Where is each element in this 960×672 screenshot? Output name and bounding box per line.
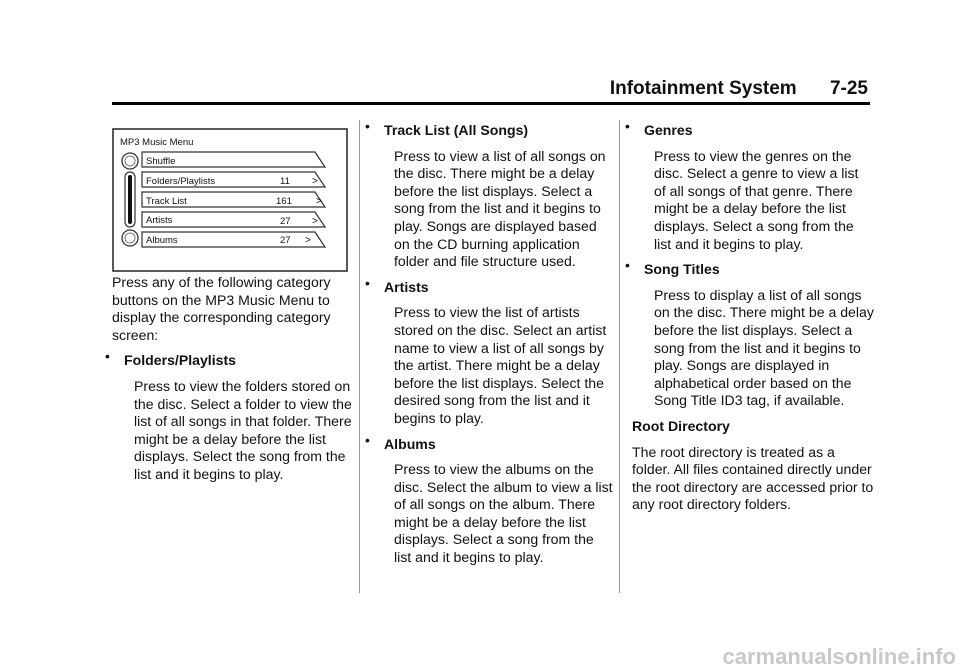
bullet-icon: • <box>625 257 630 274</box>
column-divider <box>359 120 360 593</box>
column-2 <box>365 118 614 575</box>
item-title: Track List (All Songs) <box>384 122 529 138</box>
row-count: 11 <box>280 176 290 187</box>
mp3-menu-figure <box>112 128 348 272</box>
bullet-icon: • <box>625 118 630 134</box>
bullet-icon: • <box>365 274 370 291</box>
column-3 <box>625 118 874 522</box>
page-number: 7-25 <box>829 78 868 99</box>
row-arrow: > <box>316 196 322 207</box>
list-item <box>365 274 614 428</box>
row-label: Albums <box>146 235 178 246</box>
page-header <box>610 78 868 100</box>
row-arrow: > <box>312 216 318 227</box>
lower-knob-icon <box>122 230 138 246</box>
menu-row-artists[interactable] <box>142 212 325 227</box>
item-title: Artists <box>384 278 429 295</box>
bullet-icon: • <box>105 348 110 365</box>
row-count: 161 <box>276 196 292 207</box>
item-desc: Press to view a list of all songs on the disc. There might be a delay before the list displays. Select a song from the list and it begins to play. Songs are displayed based on the CD burning application folder and file structure used. <box>394 147 606 270</box>
row-count: 27 <box>280 235 291 246</box>
list-item <box>105 348 354 483</box>
row-label: Shuffle <box>146 156 176 167</box>
item-title: Albums <box>384 435 436 452</box>
item-title: Genres <box>644 122 693 138</box>
row-count: 27 <box>280 216 291 227</box>
bullet-icon: • <box>365 118 370 134</box>
watermark: carmanualsonline.info <box>722 644 956 669</box>
item-desc: Press to view the genres on the disc. Select a genre to view a list of all songs of that genre. There might be a delay before the list displays. Select a song from the list and it begins to play. <box>654 147 859 252</box>
column-1 <box>105 274 354 492</box>
section-title: Infotainment System <box>609 78 797 99</box>
row-arrow: > <box>312 176 318 187</box>
item-desc: Press to view the albums on the disc. Select the album to view a list of all songs on the album. There might be a delay before the list displays. Select a song from the list and it begins to play. <box>394 461 613 566</box>
root-directory-paragraph: The root directory is treated as a folder. All files contained directly under the root directory are accessed prior to any root directory folders. <box>632 443 874 513</box>
menu-title: MP3 Music Menu <box>120 137 194 148</box>
item-desc: Press to display a list of all songs on the disc. There might be a delay before the list displays. Select a song from the list and it begins to play. Songs are displayed in alphabetical order based on the Song Title ID3 tag, if available. <box>654 286 874 409</box>
list-item <box>625 257 874 410</box>
row-arrow: > <box>305 235 311 246</box>
item-desc: Press to view the list of artists stored on the disc. Select an artist name to view a list of all songs by the artist. There might be a delay before the list displays. Select the desired song from the list and it begins to play. <box>394 304 607 426</box>
list-item <box>625 118 874 253</box>
row-label: Artists <box>146 215 173 226</box>
intro-paragraph: Press any of the following category buttons on the MP3 Music Menu to display the corresponding category screen: <box>112 274 331 343</box>
row-label: Track List <box>146 196 187 207</box>
upper-knob-icon <box>122 153 138 169</box>
row-label: Folders/Playlists <box>146 176 216 187</box>
list-item <box>365 118 614 271</box>
list-item <box>365 431 614 567</box>
item-title: Song Titles <box>644 261 720 278</box>
menu-row-folders-playlists[interactable] <box>142 172 325 187</box>
scrollbar <box>125 172 135 227</box>
bullet-icon: • <box>365 431 370 448</box>
subheading: Root Directory <box>632 417 730 434</box>
item-title: Folders/Playlists <box>124 352 237 369</box>
menu-row-albums[interactable] <box>142 232 325 247</box>
item-desc: Press to view the folders stored on the disc. Select a folder to view the list of all songs in that folder. There might be a delay before the list displays. Select the song from the list and it begins to play. <box>134 377 352 482</box>
menu-row-shuffle[interactable] <box>142 152 325 167</box>
header-rule <box>112 102 870 105</box>
menu-row-track-list[interactable] <box>142 192 325 207</box>
column-divider <box>619 120 620 593</box>
